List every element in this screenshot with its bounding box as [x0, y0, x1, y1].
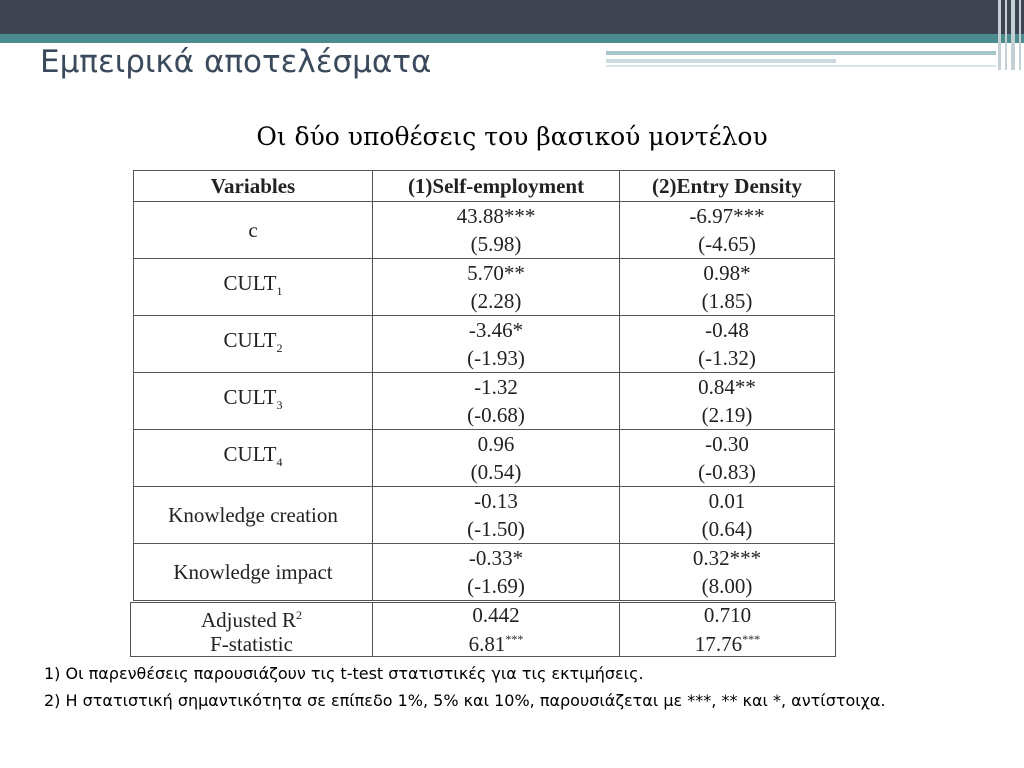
header-self-employment: (1)Self-employment — [373, 171, 620, 202]
table-row — [134, 430, 835, 487]
table-row — [134, 259, 835, 316]
variable-name: $CULT_2$ — [134, 316, 373, 373]
entry-density-cell: -0.30 (-0.83) — [620, 430, 835, 487]
self-employment-cell: -0.33* (-1.69) — [373, 544, 620, 601]
variable-name: $CULT_1$ — [134, 259, 373, 316]
entry-density-cell: -0.48 (-1.32) — [620, 316, 835, 373]
header-variables: Variables — [134, 171, 373, 202]
decor-vertical-stripes — [996, 0, 1024, 70]
entry-density-cell: 0.01 (0.64) — [620, 487, 835, 544]
self-employment-stats: 0.442 6.81*** — [373, 603, 620, 657]
self-employment-cell: -3.46* (-1.93) — [373, 316, 620, 373]
slide-title: Εμπειρικά αποτελέσματα — [40, 44, 432, 80]
header-dark-bar — [0, 0, 1024, 34]
footnotes — [44, 660, 994, 714]
entry-density-stats: 0.710 17.76*** — [620, 603, 836, 657]
variable-name: $CULT_3$ — [134, 373, 373, 430]
fit-statistics-table — [130, 602, 836, 657]
self-employment-cell: -1.32 (-0.68) — [373, 373, 620, 430]
entry-density-cell: -6.97*** (-4.65) — [620, 202, 835, 259]
header-teal-bar — [0, 34, 1024, 43]
table-row — [134, 544, 835, 601]
header-entry-density: (2)Entry Density — [620, 171, 835, 202]
footnote-2: 2) Η στατιστική σημαντικότητα σε επίπεδο 1%, 5% και 10%, παρουσιάζεται με ***, ** και *, αντίστοιχα. — [44, 691, 886, 710]
table-row — [134, 373, 835, 430]
entry-density-cell: 0.84** (2.19) — [620, 373, 835, 430]
variable-name: Knowledge creation — [134, 487, 373, 544]
table-header-row — [134, 171, 835, 202]
self-employment-cell: -0.13 (-1.50) — [373, 487, 620, 544]
self-employment-cell: 5.70** (2.28) — [373, 259, 620, 316]
decor-line-3 — [606, 65, 996, 67]
footnote-1: 1) Οι παρενθέσεις παρουσιάζουν τις t-test στατιστικές για τις εκτιμήσεις. — [44, 664, 644, 683]
slide-subtitle: Οι δύο υποθέσεις του βασικού μοντέλου — [256, 122, 768, 151]
table-row — [131, 603, 836, 657]
statistic-labels: Adjusted $R^2$ F-statistic — [131, 603, 373, 657]
decor-line-1 — [606, 51, 996, 55]
self-employment-cell: 43.88*** (5.98) — [373, 202, 620, 259]
table-row — [134, 316, 835, 373]
results-table — [133, 170, 835, 601]
self-employment-cell: 0.96 (0.54) — [373, 430, 620, 487]
variable-name: c — [134, 202, 373, 259]
entry-density-cell: 0.32*** (8.00) — [620, 544, 835, 601]
table-row — [134, 202, 835, 259]
variable-name: Knowledge impact — [134, 544, 373, 601]
variable-name: $CULT_4$ — [134, 430, 373, 487]
decor-line-2 — [606, 59, 836, 63]
table-row — [134, 487, 835, 544]
entry-density-cell: 0.98* (1.85) — [620, 259, 835, 316]
